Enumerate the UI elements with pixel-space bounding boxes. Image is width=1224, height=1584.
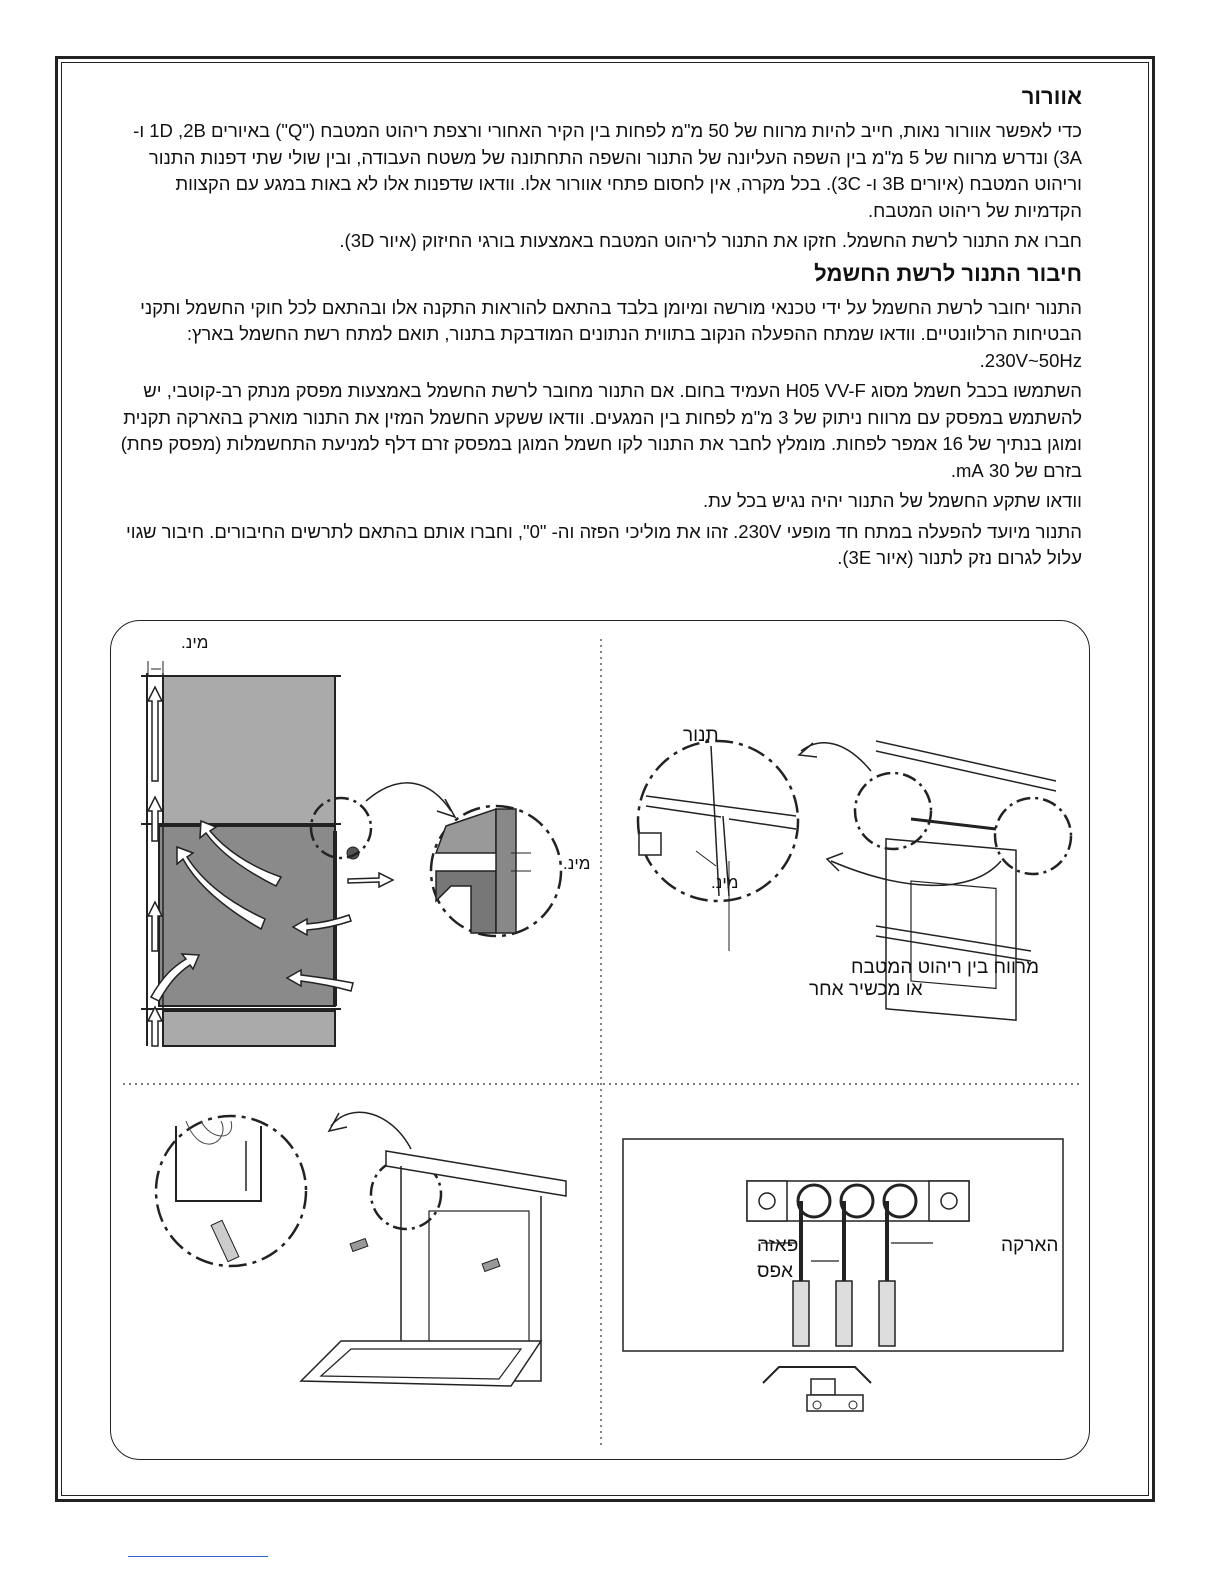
electrical-paragraph-2: השתמשו בכבל חשמל מסוג H05 VV-F העמיד בחום. אם התנור מחובר לרשת החשמל באמצעות מפסק מנתק רב-קוטבי, יש להשתמש במפסק עם מרווח ניתוק של 3 מ"מ לפחות בין המגעים. וודאו ששקע החשמל המזין את התנור מוארק בהארקה תקנית ומוגן בנתיך של 16 אמפר לפחות. מומלץ לחבר את התנור לקו חשמל המוגן במפסק זרם דלף למניעת התחשמלות (מפסק פחת) בזרם של 30 mA. — [120, 380, 1082, 481]
electrical-paragraph-1: התנור יחובר לרשת החשמל על ידי טכנאי מורשה ומיומן בלבד בהתאם להוראות התקנה אלו ובהתאם לכל חוקי החשמל ותקני הבטיחות הרלוונטיים. וודאו שמתח ההפעלה הנקוב בתווית הנתונים המודבקת בתנור, תואם למתח רשת החשמל בארץ: 230V~50Hz. — [140, 296, 1082, 371]
ventilation-paragraph-2: חברו את התנור לרשת החשמל. חזקו את התנור לריהוט המטבח באמצעות בורגי החיזוק (איור 3D). — [339, 230, 1082, 251]
figures-illustration — [111, 621, 1091, 1461]
front-gap-figure — [638, 725, 1071, 1020]
instructions-text — [110, 82, 1082, 576]
min-side-label: מינ. — [563, 854, 591, 873]
airflow-section-figure — [141, 633, 590, 1046]
wiring-diagram-figure — [623, 1139, 1063, 1411]
ventilation-paragraph-1: כדי לאפשר אוורור נאות, חייב להיות מרווח של 50 מ"מ לפחות בין הקיר האחורי ורצפת ריהוט המטבח ("Q") באיורים 1D ,2B ו- 3A) ונדרש מרווח של 5 מ"מ בין השפה העליונה של התנור והשפה התחתונה של משטח העבודה, ובין שולי שתי דפנות התנור וריהוט המטבח (איורים 3B ו- 3C). בכל מקרה, אין לחסום פתחי אוורור אלו. וודאו שדפנות אלו לא באות במגע עם הקצוות הקדמיות של ריהוט המטבח. — [133, 120, 1082, 221]
gap-label-line1: מרווח בין ריהוט המטבח — [851, 957, 1040, 978]
neutral-label: אפס — [757, 1261, 793, 1282]
phase-label: פאזה — [757, 1235, 799, 1256]
min-top-label: מינ. — [181, 633, 209, 652]
fixing-screws-figure — [156, 1112, 566, 1386]
electrical-paragraph-3: וודאו שתקע החשמל של התנור יהיה נגיש בכל עת. — [703, 490, 1082, 511]
oven-label: תנור — [683, 725, 719, 746]
ventilation-heading: אוורור — [1021, 84, 1082, 109]
figures-panel — [110, 620, 1090, 1460]
electrical-heading: חיבור התנור לרשת החשמל — [814, 260, 1082, 286]
min-gap-label: מינ. — [711, 873, 739, 892]
electrical-paragraph-4: התנור מיועד להפעלה במתח חד מופעי 230V. זהו את מוליכי הפזה וה- "0", וחברו אותם בהתאם לתרשים החיבורים. חיבור שגוי עלול לגרום נזק לתנור (איור 3E). — [125, 520, 1082, 568]
footer-link-line — [128, 1556, 268, 1557]
gap-label-line2: או מכשיר אחר — [809, 979, 923, 1000]
ground-label: הארקה — [1001, 1235, 1059, 1256]
